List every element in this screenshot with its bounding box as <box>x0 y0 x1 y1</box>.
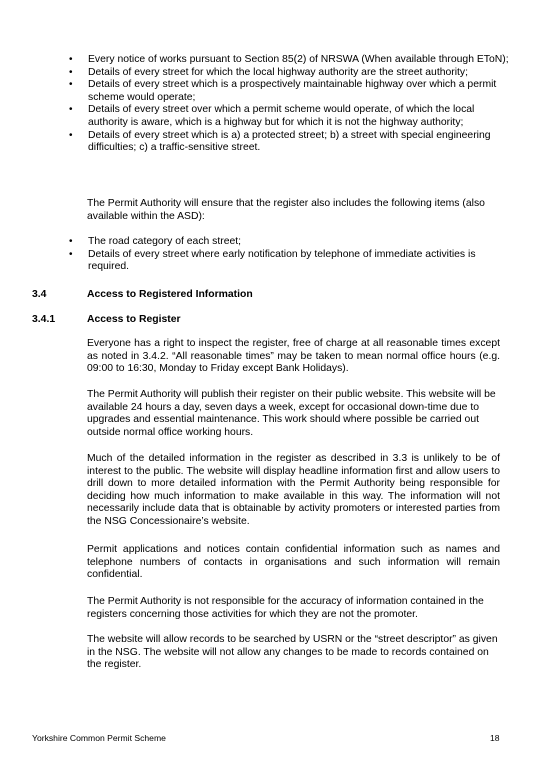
bullet-item: • Details of every street where early notification by telephone of immediate activities is required. <box>69 249 509 274</box>
section-number: 3.4 <box>32 289 47 300</box>
bullet-list-registered-items <box>69 54 509 155</box>
paragraph-confidential: Permit applications and notices contain confidential information such as names and telephone numbers of contacts in organisations and such information will remain confidential. <box>87 544 500 581</box>
bullet-item: • Details of every street which is a prospectively maintainable highway over which a permit scheme would operate; <box>69 79 509 104</box>
subsection-number: 3.4.1 <box>32 314 56 325</box>
bullet-item: • Details of every street for which the local highway authority are the street authority; <box>69 67 509 80</box>
bullet-list-asd-items <box>69 236 509 274</box>
subsection-title: Access to Register <box>87 314 181 325</box>
bullet-item: • Details of every street which is a) a protected street; b) a street with special engineering difficulties; c) a traffic-sensitive street. <box>69 130 509 155</box>
paragraph-detailed-information: Much of the detailed information in the register as described in 3.3 is unlikely to be of interest to the public. The website will display headline information first and allow users to drill down to more detailed information with the Permit Authority being responsible for deciding how much information to make available in this way. The information will not necessarily include data that is obtainable by activity promoters or interested parties from the NSG Concessionaire’s website. <box>87 453 500 527</box>
footer-page-number: 18 <box>490 733 500 743</box>
paragraph-search: The website will allow records to be searched by USRN or the “street descriptor” as given in the NSG. The website will not allow any changes to be made to records contained on the register. <box>87 634 498 671</box>
paragraph-inspection: Everyone has a right to inspect the register, free of charge at all reasonable times except as noted in 3.4.2. “All reasonable times” may be taken to mean normal office hours (e.g. 09:00 to 16:30, Monday to Friday except Bank Holidays). <box>87 338 500 375</box>
section-title: Access to Registered Information <box>87 289 253 300</box>
intro-paragraph: The Permit Authority will ensure that the register also includes the following items (also available within the ASD): <box>87 198 485 222</box>
paragraph-accuracy: The Permit Authority is not responsible for the accuracy of information contained in the registers concerning those activities for which they are not the promoter. <box>87 596 484 620</box>
bullet-item: • Every notice of works pursuant to Section 85(2) of NRSWA (When available through EToN); <box>69 54 509 67</box>
footer-title: Yorkshire Common Permit Scheme <box>32 733 166 743</box>
paragraph-website-availability: The Permit Authority will publish their register on their public website. This website will be available 24 hours a day, seven days a week, except for occasional down-time due to upgrades and essential maintenance. This work should where possible be carried out outside normal office working hours. <box>87 389 496 438</box>
bullet-item: • The road category of each street; <box>69 236 509 249</box>
bullet-item: • Details of every street over which a permit scheme would operate, of which the local authority is aware, which is a highway but for which it is not the highway authority; <box>69 104 509 129</box>
